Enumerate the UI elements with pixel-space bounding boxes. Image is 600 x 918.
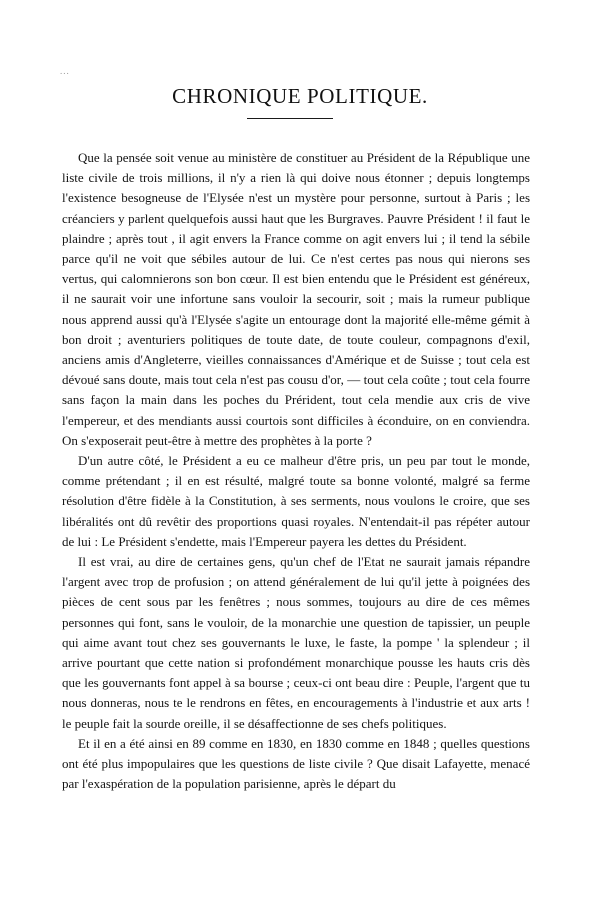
corner-mark: ... (60, 66, 70, 76)
paragraph-3: Il est vrai, au dire de certaines gens, qu'un chef de l'Etat ne saurait jamais répandre l'argent avec trop de profusion ; on attend généralement de lui qu'il jette à poignées des pièces de cent sous par les fenêtres ; nous sommes, toujours au dire de ces mêmes personnes qui font, sans le vouloir, de la monarchie une question de tapissier, un peuple qui aime avant tout chez ses gouvernants le luxe, le faste, la pompe ' la splendeur ; il arrive pourtant que cette nation si profondément monarchique pousse les hauts cris dès que les gouvernants font appel à sa bourse ; ceux-ci ont beau dire : Peuple, l'argent que tu nous donneras, nous te le rendrons en fêtes, en encouragements à l'industrie et aux arts ! le peuple fait la sourde oreille, il se désaffectionne de ses chefs politiques. (62, 554, 530, 731)
paragraph-4: Et il en a été ainsi en 89 comme en 1830, en 1830 comme en 1848 ; quelles questions ont été plus impopulaires que les questions de liste civile ? Que disait Lafayette, menacé par l'exaspération de la population parisienne, après le départ du (62, 735, 530, 792)
page-title: CHRONIQUE POLITIQUE. (172, 84, 428, 109)
paragraph-1: Que la pensée soit venue au ministère de constituer au Président de la République une liste civile de trois millions, il n'y a rien là qui doive nous étonner ; depuis longtemps l'existence besogneuse de l'Elysée n'est un mystère pour personne, surtout à Paris ; les créanciers y parlent quelquefois aussi haut que les Burgraves. Pauvre Président ! il faut le plaindre ; après tout , il agit envers la France comme on agit envers lui ; il tend la sébile parce qu'il ne voit que sébiles autour de lui. Ce n'est certes pas nous qui nierons ses vertus, qui calomnierons son bon cœur. Il est bien entendu que le Président est généreux, il ne saurait voir une infortune sans vouloir la secourir, soit ; mais la rumeur publique nous apprend aussi qu'à l'Elysée s'agite un entourage dont la majorité elle-même gémit à bon droit ; aventuriers politiques de toute date, de toute couleur, compagnons d'exil, anciens amis d'Angleterre, vieilles connaissances d'Amérique et de Suisse ; tout cela est dévoué sans doute, mais tout cela n'est pas cousu d'or, — tout cela coûte ; tout cela fourre sans façon la main dans les poches du Prérident, tout cela mendie aux cris de vive l'empereur, et des mendiants aussi courtois sont difficiles à éconduire, on en conviendra. On s'exposerait peut-être à mettre des prophètes à la porte ? (62, 150, 530, 448)
paragraph-2: D'un autre côté, le Président a eu ce malheur d'être pris, un peu par tout le monde, comme prétendant ; il en est résulté, malgré toute sa bonne volonté, malgré sa ferme résolution d'être fidèle à la Constitution, à ses serments, nous voulons le croire, que ses libéralités ont dû revêtir des proportions quasi royales. N'entendait-il pas répéter autour de lui : Le Président s'endette, mais l'Empereur payera les dettes du Président. (62, 453, 530, 549)
title-divider (247, 118, 333, 119)
article-body (62, 148, 530, 795)
